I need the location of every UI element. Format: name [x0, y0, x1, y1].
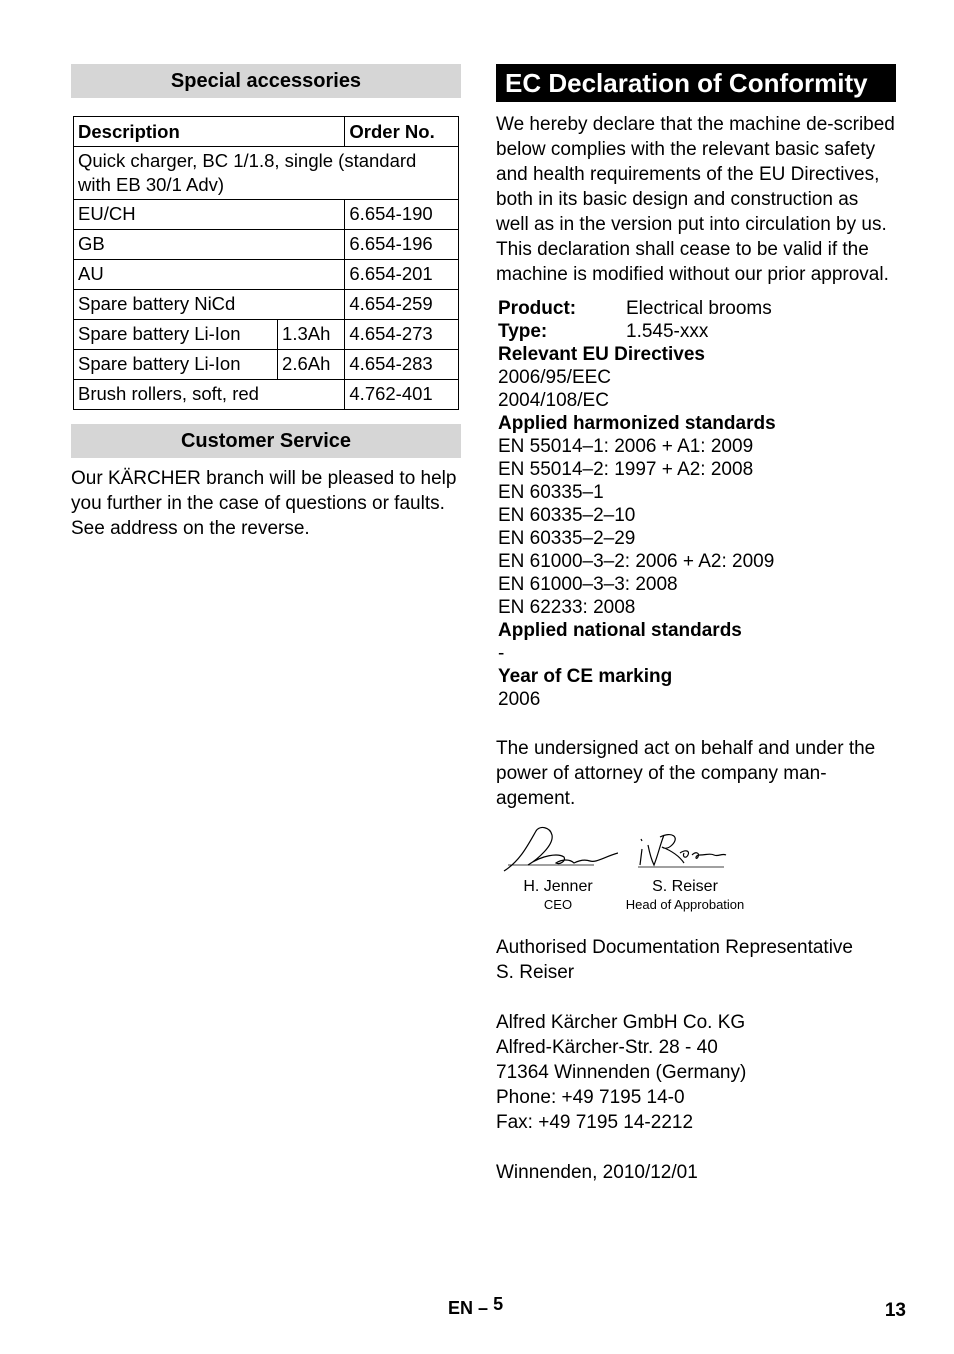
signature-reiser: [620, 825, 750, 914]
table-row: [74, 320, 459, 350]
order-cell: 6.654-201: [345, 260, 459, 290]
footer-section-page: 5: [493, 1294, 504, 1314]
harmonized-label: Applied harmonized standards: [498, 413, 776, 434]
signatory-role: CEO: [543, 897, 573, 912]
harmonized-item: EN 61000–3–3: 2008: [498, 574, 678, 595]
order-cell: 4.654-283: [345, 350, 459, 380]
order-cell: 6.654-196: [345, 230, 459, 260]
footer-section-marker: [448, 1294, 504, 1319]
address-line: Phone: +49 7195 14-0: [496, 1087, 685, 1108]
address-line: Alfred-Kärcher-Str. 28 - 40: [496, 1037, 718, 1058]
order-cell: 6.654-190: [345, 200, 459, 230]
national-label: Applied national standards: [498, 620, 742, 641]
desc-cell: Spare battery NiCd: [74, 290, 345, 320]
signatory-name: H. Jenner: [523, 878, 593, 895]
capacity-cell: 2.6Ah: [278, 350, 345, 380]
ec-declaration-heading: EC Declaration of Conformity: [496, 64, 896, 102]
harmonized-item: EN 62233: 2008: [498, 597, 636, 618]
customer-service-text: Our KÄRCHER branch will be pleased to help you further in the case of questions or faults. See address on the reverse.: [71, 468, 457, 539]
harmonized-item: EN 60335–1: [498, 482, 604, 503]
table-row: [74, 200, 459, 230]
undersigned-text: The undersigned act on behalf and under the power of attorney of the company man-agement.: [496, 738, 876, 809]
representative-block: [496, 935, 896, 985]
representative-line: S. Reiser: [496, 962, 575, 983]
handwritten-signature-icon: [498, 825, 618, 873]
desc-cell: GB: [74, 230, 345, 260]
desc-cell: EU/CH: [74, 200, 345, 230]
customer-service-heading: Customer Service: [71, 424, 461, 458]
product-spec: [496, 297, 896, 711]
table-row: [74, 350, 459, 380]
representative-line: Authorised Documentation Representative: [496, 937, 853, 958]
address-line: Fax: +49 7195 14-2212: [496, 1112, 694, 1133]
product-label: Product:: [498, 298, 577, 319]
directives-label: Relevant EU Directives: [498, 344, 705, 365]
harmonized-item: EN 61000–3–2: 2006 + A2: 2009: [498, 551, 775, 572]
harmonized-item: EN 60335–2–29: [498, 528, 636, 549]
ec-intro-text: We hereby declare that the machine de-scribed below complies with the relevant basic safety and health requirements of the EU Directives, both in its basic design and construction as well as in the version put into circulation by us. This declaration shall cease to be valid if the machine is modified without our prior approval.: [496, 114, 895, 285]
year-label: Year of CE marking: [498, 666, 673, 687]
address-line: Alfred Kärcher GmbH Co. KG: [496, 1012, 746, 1033]
special-accessories-heading: Special accessories: [71, 64, 461, 98]
signatory-name: S. Reiser: [652, 878, 718, 895]
harmonized-item: EN 60335–2–10: [498, 505, 636, 526]
table-row: [74, 260, 459, 290]
harmonized-item: EN 55014–2: 1997 + A2: 2008: [498, 459, 754, 480]
col-order-header: Order No.: [345, 117, 459, 147]
table-row: [74, 147, 459, 200]
footer-lang: EN: [448, 1298, 474, 1318]
table-row: [74, 230, 459, 260]
type-label: Type:: [498, 321, 548, 342]
signatory-role: Head of Approbation: [625, 897, 745, 912]
table-header-row: [74, 117, 459, 147]
signature-area: [496, 825, 896, 925]
desc-cell: Spare battery Li-Ion: [74, 350, 278, 380]
table-row: [74, 380, 459, 410]
capacity-cell: 1.3Ah: [278, 320, 345, 350]
desc-cell: AU: [74, 260, 345, 290]
address-block: [496, 1010, 896, 1135]
right-column: [496, 64, 896, 1185]
page-number: 13: [884, 1300, 906, 1321]
year-value: 2006: [498, 689, 541, 710]
accessories-table: [73, 116, 459, 410]
table-row: [74, 290, 459, 320]
order-cell: 4.762-401: [345, 380, 459, 410]
directive-item: 2004/108/EC: [498, 390, 609, 411]
desc-cell: Spare battery Li-Ion: [74, 320, 278, 350]
place-date: Winnenden, 2010/12/01: [496, 1162, 698, 1183]
footer-dash: –: [478, 1298, 489, 1318]
col-description-header: Description: [74, 117, 345, 147]
harmonized-item: EN 55014–1: 2006 + A1: 2009: [498, 436, 754, 457]
address-line: 71364 Winnenden (Germany): [496, 1062, 747, 1083]
group-row-cell: Quick charger, BC 1/1.8, single (standard with EB 30/1 Adv): [74, 147, 459, 200]
product-value: Electrical brooms: [626, 298, 772, 319]
desc-cell: Brush rollers, soft, red: [74, 380, 345, 410]
directive-item: 2006/95/EEC: [498, 367, 612, 388]
national-value: -: [498, 643, 505, 664]
type-value: 1.545-xxx: [626, 321, 709, 342]
order-cell: 4.654-273: [345, 320, 459, 350]
handwritten-signature-icon: [620, 825, 750, 873]
left-column: [71, 64, 461, 541]
order-cell: 4.654-259: [345, 290, 459, 320]
signature-jenner: [498, 825, 618, 914]
